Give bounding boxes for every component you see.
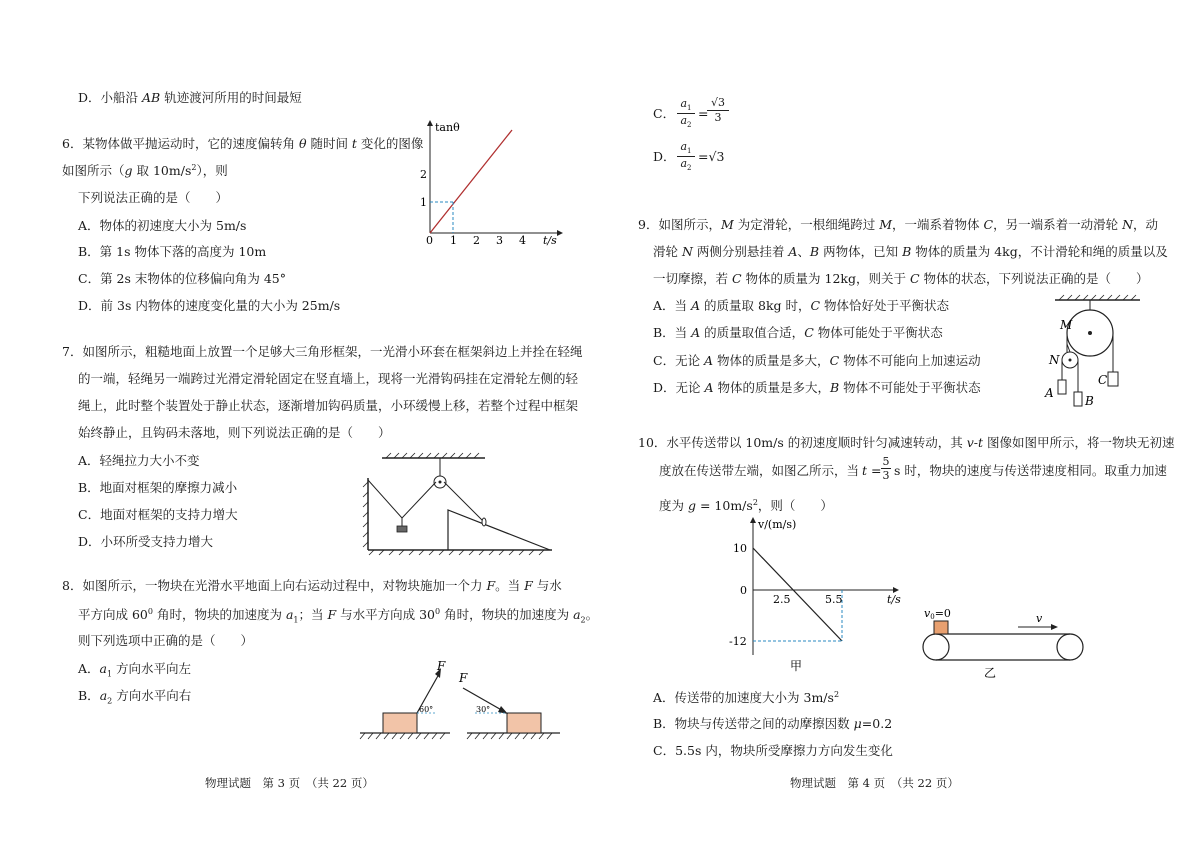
q8-option-d-fraction: $\frac{a_1}{a_2}$ [677,140,695,172]
q6-xtick-0: 0 [426,234,433,247]
q6-option-b: B．第 1s 物体下落的高度为 10m [78,244,267,259]
q9-stem-line1: 9．如图所示，M 为定滑轮，一根细绳跨过 M，一端系着物体 C，另一端系着一动滑轮 N，动 [638,217,1159,232]
q7-stem-line2: 的一端，轻绳另一端跨过光滑定滑轮固定在竖直墙上，现将一光滑钩码挂在定滑轮左侧的轻 [78,371,579,386]
q10-ytick-10: 10 [733,542,747,555]
q7-stem-line1: 7．如图所示，粗糙地面上放置一个足够大三角形框架，一光滑小环套在框架斜边上并拴在轻绳 [62,344,583,359]
q7-option-a: A．轻绳拉力大小不变 [78,453,200,468]
q6-stem-line3: 下列说法正确的是（ ） [78,190,229,205]
q8-option-d-value: =√3 [698,149,725,164]
q10-vt-graph [725,515,915,675]
q7-option-d: D．小环所受支持力增大 [78,534,214,549]
q6-xlabel: t/s [543,234,557,247]
right-page-footer: 物理试题 第 4 页 （共 22 页） [790,776,959,790]
q8-force-label-1: F [437,659,446,673]
q8-option-c-fraction: $\frac{a_1}{a_2}$ [677,97,695,129]
q6-ytick-2: 2 [420,168,427,181]
q6-xtick-1: 1 [450,234,457,247]
q10-v0-label: v0=0 [924,607,951,621]
q9-stem-line2: 滑轮 N 两侧分别悬挂着 A、B 两物体，已知 B 物体的质量为 4kg，不计滑轮和绳的质量以及 [653,244,1168,259]
q6-option-d: D．前 3s 内物体的速度变化量的大小为 25m/s [78,298,341,313]
q9-label-b: B [1085,394,1094,408]
q9-pulley-system-figure [1040,292,1150,412]
q8-option-c-eq: = [698,106,709,121]
q10-ylabel: v/(m/s) [758,518,797,531]
q9-label-n: N [1049,353,1060,367]
q8-angle-30: 30° [476,705,491,714]
q10-v-label: v [1036,612,1043,625]
q6-xtick-3: 3 [496,234,503,247]
q8-stem-line1: 8．如图所示，一物块在光滑水平地面上向右运动过程中，对物块施加一个力 F。当 F 与水 [62,578,562,593]
q10-stem-line1: 10．水平传送带以 10m/s 的初速度顺时针匀减速转动，其 v-t 图像如图甲所示，将一物块无初速 [638,435,1175,450]
q7-stem-line3: 绳上，此时整个装置处于静止状态，逐渐增加钩码质量，小环缓慢上移，若整个过程中框架 [78,398,579,413]
q10-stem-eq: = [871,463,882,478]
q8-force-blocks-figure [355,660,565,745]
q10-stem-t: t [862,463,868,478]
q6-option-c: C．第 2s 末物体的位移偏向角为 45° [78,271,287,286]
q8-option-d-label: D． [653,149,676,164]
q10-xlabel: t/s [887,593,901,606]
q9-option-b: B．当 A 的质量取值合适，C 物体可能处于平衡状态 [653,325,943,340]
q9-stem-line3: 一切摩擦，若 C 物体的质量为 12kg，则关于 C 物体的状态，下列说法正确的是（ ） [653,271,1149,286]
q9-option-d: D．无论 A 物体的质量是多大，B 物体不可能处于平衡状态 [653,380,981,395]
q8-stem-line2: 平方向成 $60^0$ 角时，物块的加速度为 $a_1$；当 F 与水平方向成 $30^0$ 角时，物块的加速度为 $a_2$。 [78,607,599,625]
q8-option-c-label: C． [653,106,676,121]
q10-ytick-neg12: -12 [729,635,747,648]
q10-option-b: B．物块与传送带之间的动摩擦因数 μ=0.2 [653,716,893,731]
q6-xtick-2: 2 [473,234,480,247]
q9-option-a: A．当 A 的质量取 8kg 时，C 物体恰好处于平衡状态 [653,298,950,313]
q6-stem-line1: 6．某物体做平抛运动时，它的速度偏转角 θ 随时间 t 变化的图像 [62,136,424,151]
q10-stem-fraction: $\frac{5}{3}$ [882,455,890,482]
q7-pulley-frame-figure [360,450,555,555]
q9-label-a: A [1045,386,1054,400]
q10-stem-line2a: 度放在传送带左端，如图乙所示，当 [659,463,860,478]
q9-option-c: C．无论 A 物体的质量是多大，C 物体不可能向上加速运动 [653,353,981,368]
q10-conveyor-belt-figure [918,605,1093,680]
q6-tan-theta-graph [415,118,565,248]
q10-xtick-5-5: 5.5 [825,593,843,606]
q7-stem-line4: 始终静止，且钩码未落地，则下列说法正确的是（ ） [78,425,391,440]
q10-stem-line2b: s 时，物块的速度与传送带速度相同。取重力加速 [894,463,1167,478]
q8-angle-60: 60° [419,705,434,714]
q8-option-c-value: $\frac{√3}{3}$ [707,96,729,124]
q10-option-c: C．5.5s 内，物块所受摩擦力方向发生变化 [653,743,893,758]
q7-option-b: B．地面对框架的摩擦力减小 [78,480,238,495]
q8-stem-line3: 则下列选项中正确的是（ ） [78,633,254,648]
q9-label-m: M [1060,318,1073,332]
q6-option-a: A．物体的初速度大小为 5m/s [78,218,247,233]
q8-option-a: A．$a_1$ 方向水平向左 [78,661,192,679]
q10-caption-jia: 甲 [790,659,803,673]
q6-xtick-4: 4 [519,234,526,247]
q5-option-d: D．小船沿 AB 轨迹渡河所用的时间最短 [78,90,302,105]
left-page-footer: 物理试题 第 3 页 （共 22 页） [205,776,374,790]
q10-option-a: A．传送带的加速度大小为 $3m/s^2$ [653,690,840,706]
q6-ytick-1: 1 [420,196,427,209]
q6-stem-line2: 如图所示（g 取 $10m/s^2$），则 [62,163,228,179]
q8-option-b: B．$a_2$ 方向水平向右 [78,688,192,706]
q10-xtick-2-5: 2.5 [773,593,791,606]
q6-ylabel: tanθ [435,121,460,134]
q7-option-c: C．地面对框架的支持力增大 [78,507,238,522]
q10-caption-yi: 乙 [984,666,997,680]
q9-label-c: C [1098,373,1108,387]
q10-ytick-0: 0 [740,584,747,597]
q8-force-label-2: F [459,671,468,685]
q10-stem-line3: 度为 $g = 10m/s^2$，则（ ） [659,498,833,514]
